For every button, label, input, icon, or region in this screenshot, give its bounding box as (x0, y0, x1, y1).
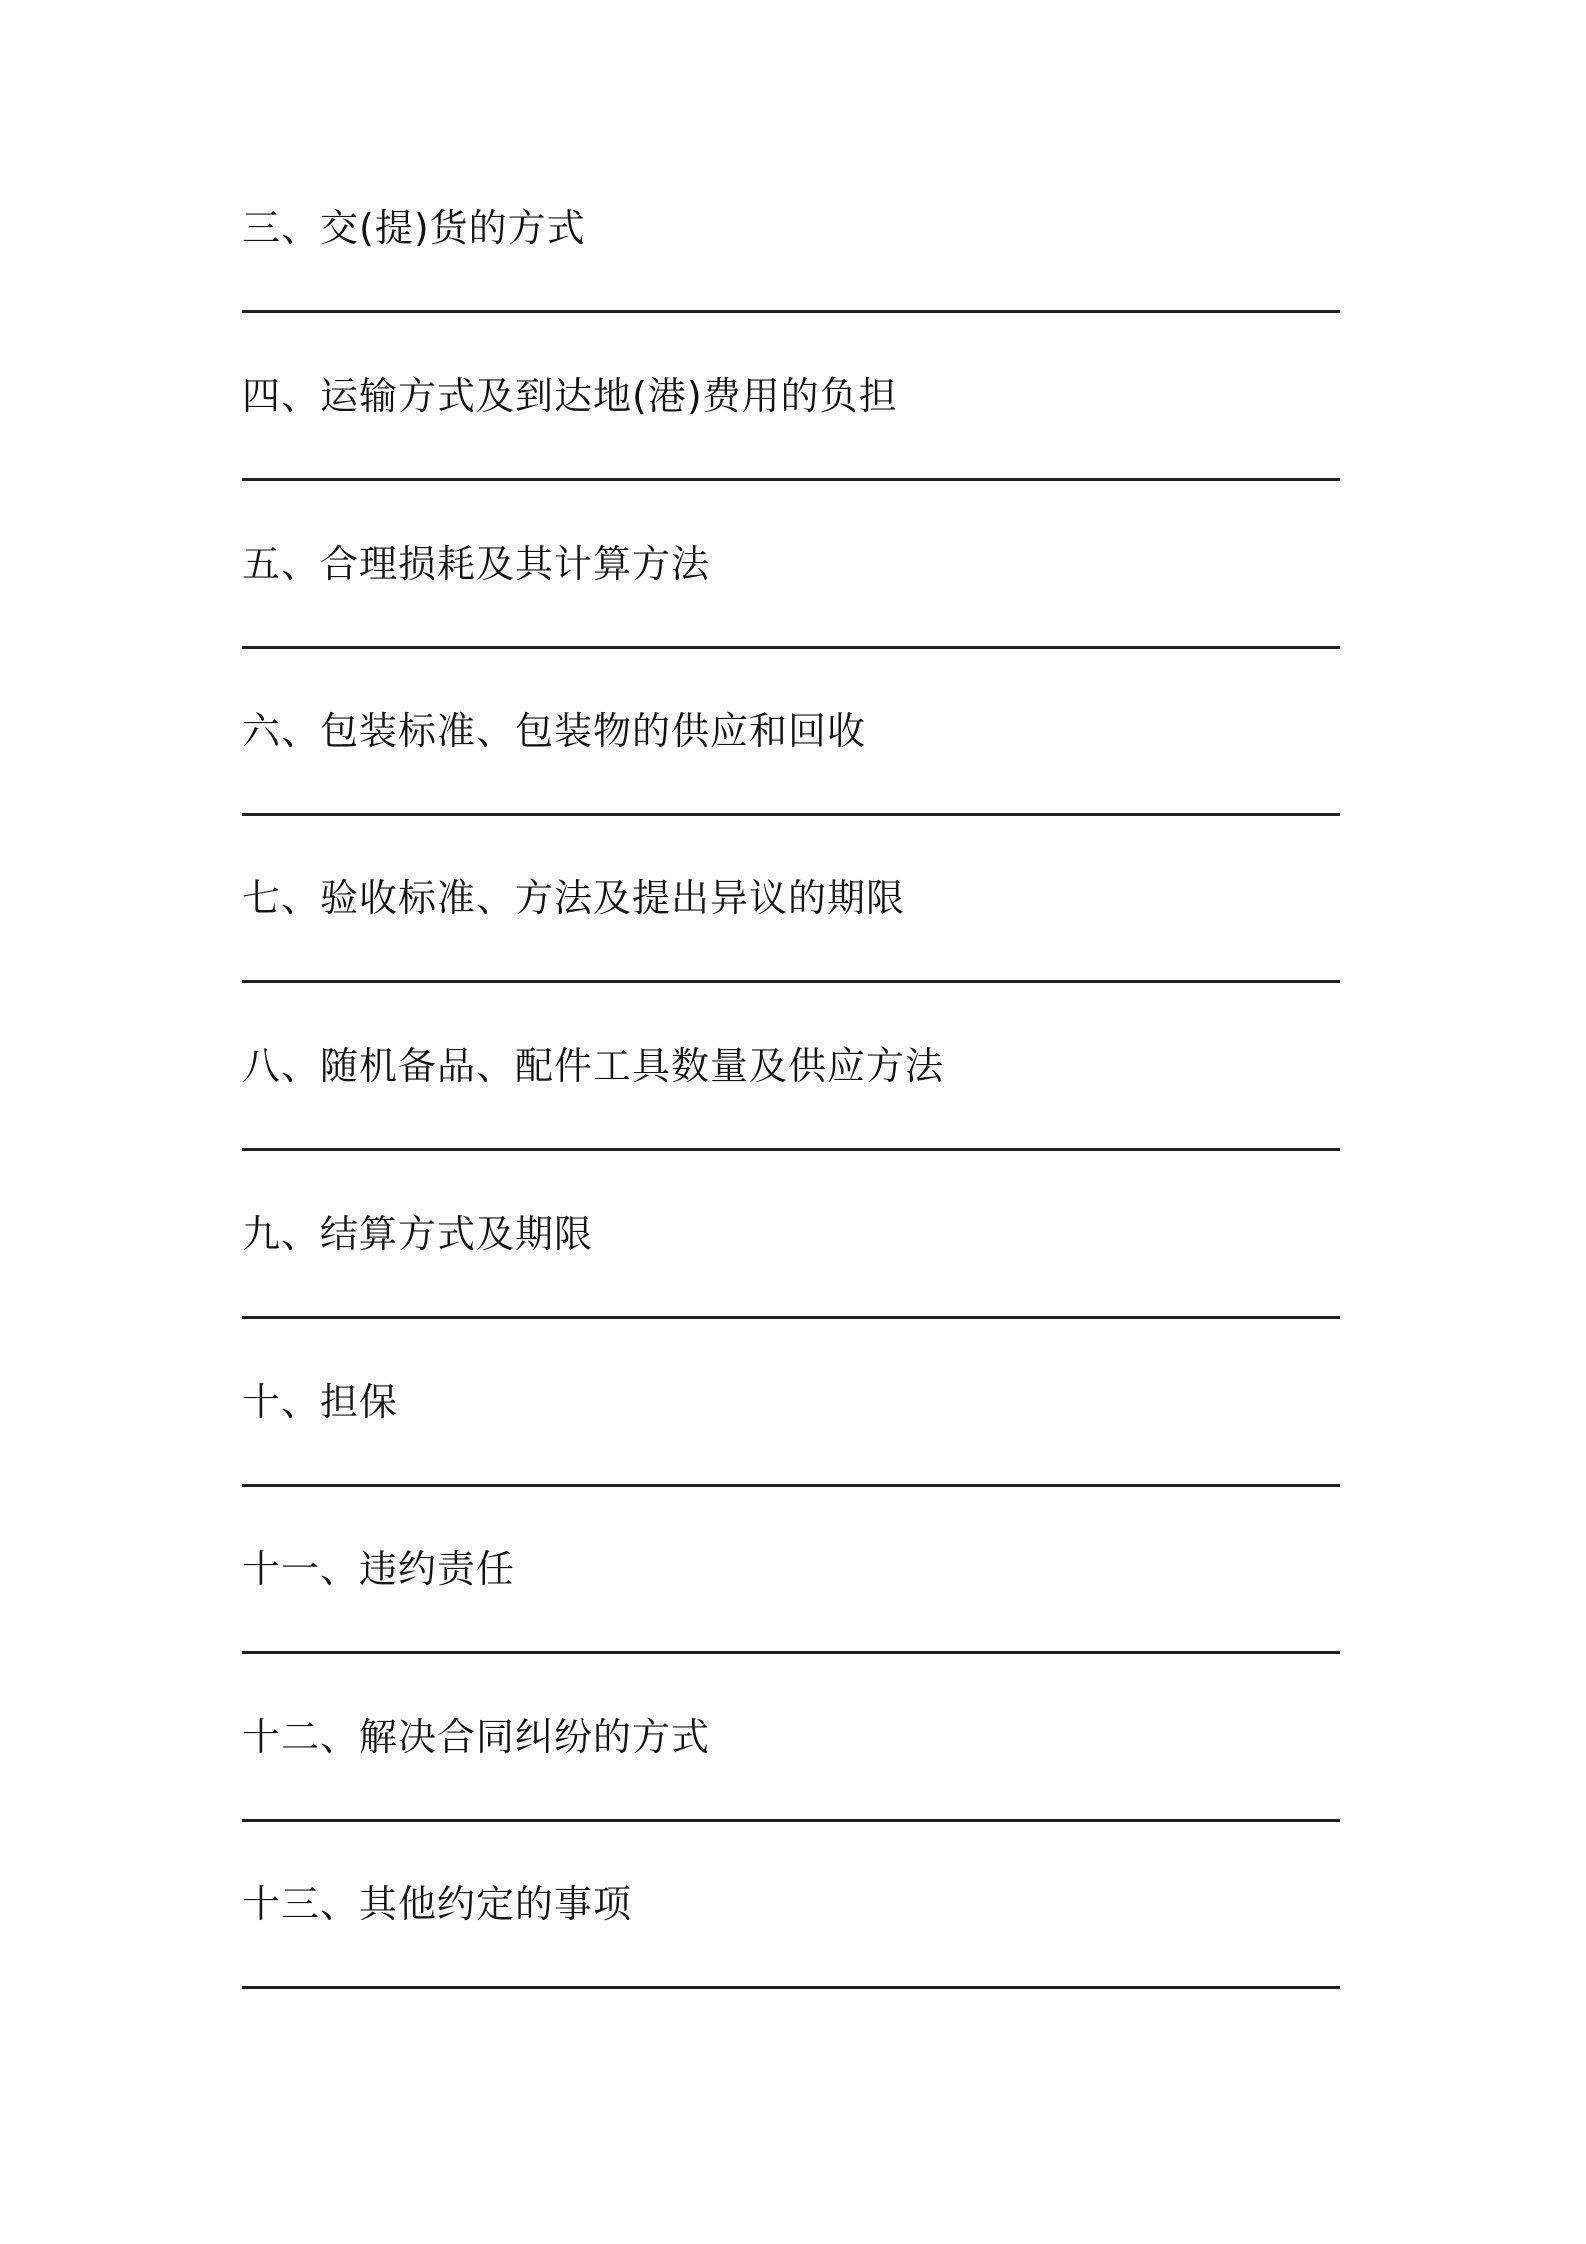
fill-in-line[interactable] (242, 310, 1340, 313)
section-heading: 十二、解决合同纠纷的方式 (242, 1715, 711, 1759)
fill-in-line[interactable] (242, 1819, 1340, 1822)
section-guarantee (242, 1374, 1342, 1542)
section-heading: 六、包装标准、包装物的供应和回收 (242, 709, 867, 753)
fill-in-line[interactable] (242, 980, 1340, 983)
section-dispute-resolution (242, 1709, 1342, 1877)
section-packaging (242, 703, 1342, 871)
section-other-agreements (242, 1876, 1342, 2044)
fill-in-line[interactable] (242, 646, 1340, 649)
section-heading: 九、结算方式及期限 (242, 1212, 594, 1256)
fill-in-line[interactable] (242, 1986, 1340, 1989)
section-acceptance (242, 870, 1342, 1038)
section-heading: 四、运输方式及到达地(港)费用的负担 (242, 374, 898, 418)
fill-in-line[interactable] (242, 1651, 1340, 1654)
section-transport-cost (242, 368, 1342, 536)
section-heading: 十、担保 (242, 1380, 399, 1424)
section-settlement (242, 1206, 1342, 1374)
section-heading: 五、合理损耗及其计算方法 (242, 542, 711, 586)
fill-in-line[interactable] (242, 478, 1340, 481)
fill-in-line[interactable] (242, 813, 1340, 816)
fill-in-line[interactable] (242, 1484, 1340, 1487)
section-heading: 七、验收标准、方法及提出异议的期限 (242, 876, 906, 920)
section-heading: 三、交(提)货的方式 (242, 206, 586, 250)
fill-in-line[interactable] (242, 1316, 1340, 1319)
section-heading: 十一、违约责任 (242, 1547, 516, 1591)
fill-in-line[interactable] (242, 1148, 1340, 1151)
section-delivery-method (242, 200, 1342, 368)
section-spare-parts (242, 1038, 1342, 1206)
section-heading: 八、随机备品、配件工具数量及供应方法 (242, 1044, 945, 1088)
section-reasonable-loss (242, 536, 1342, 704)
section-breach-liability (242, 1541, 1342, 1709)
section-heading: 十三、其他约定的事项 (242, 1882, 633, 1926)
